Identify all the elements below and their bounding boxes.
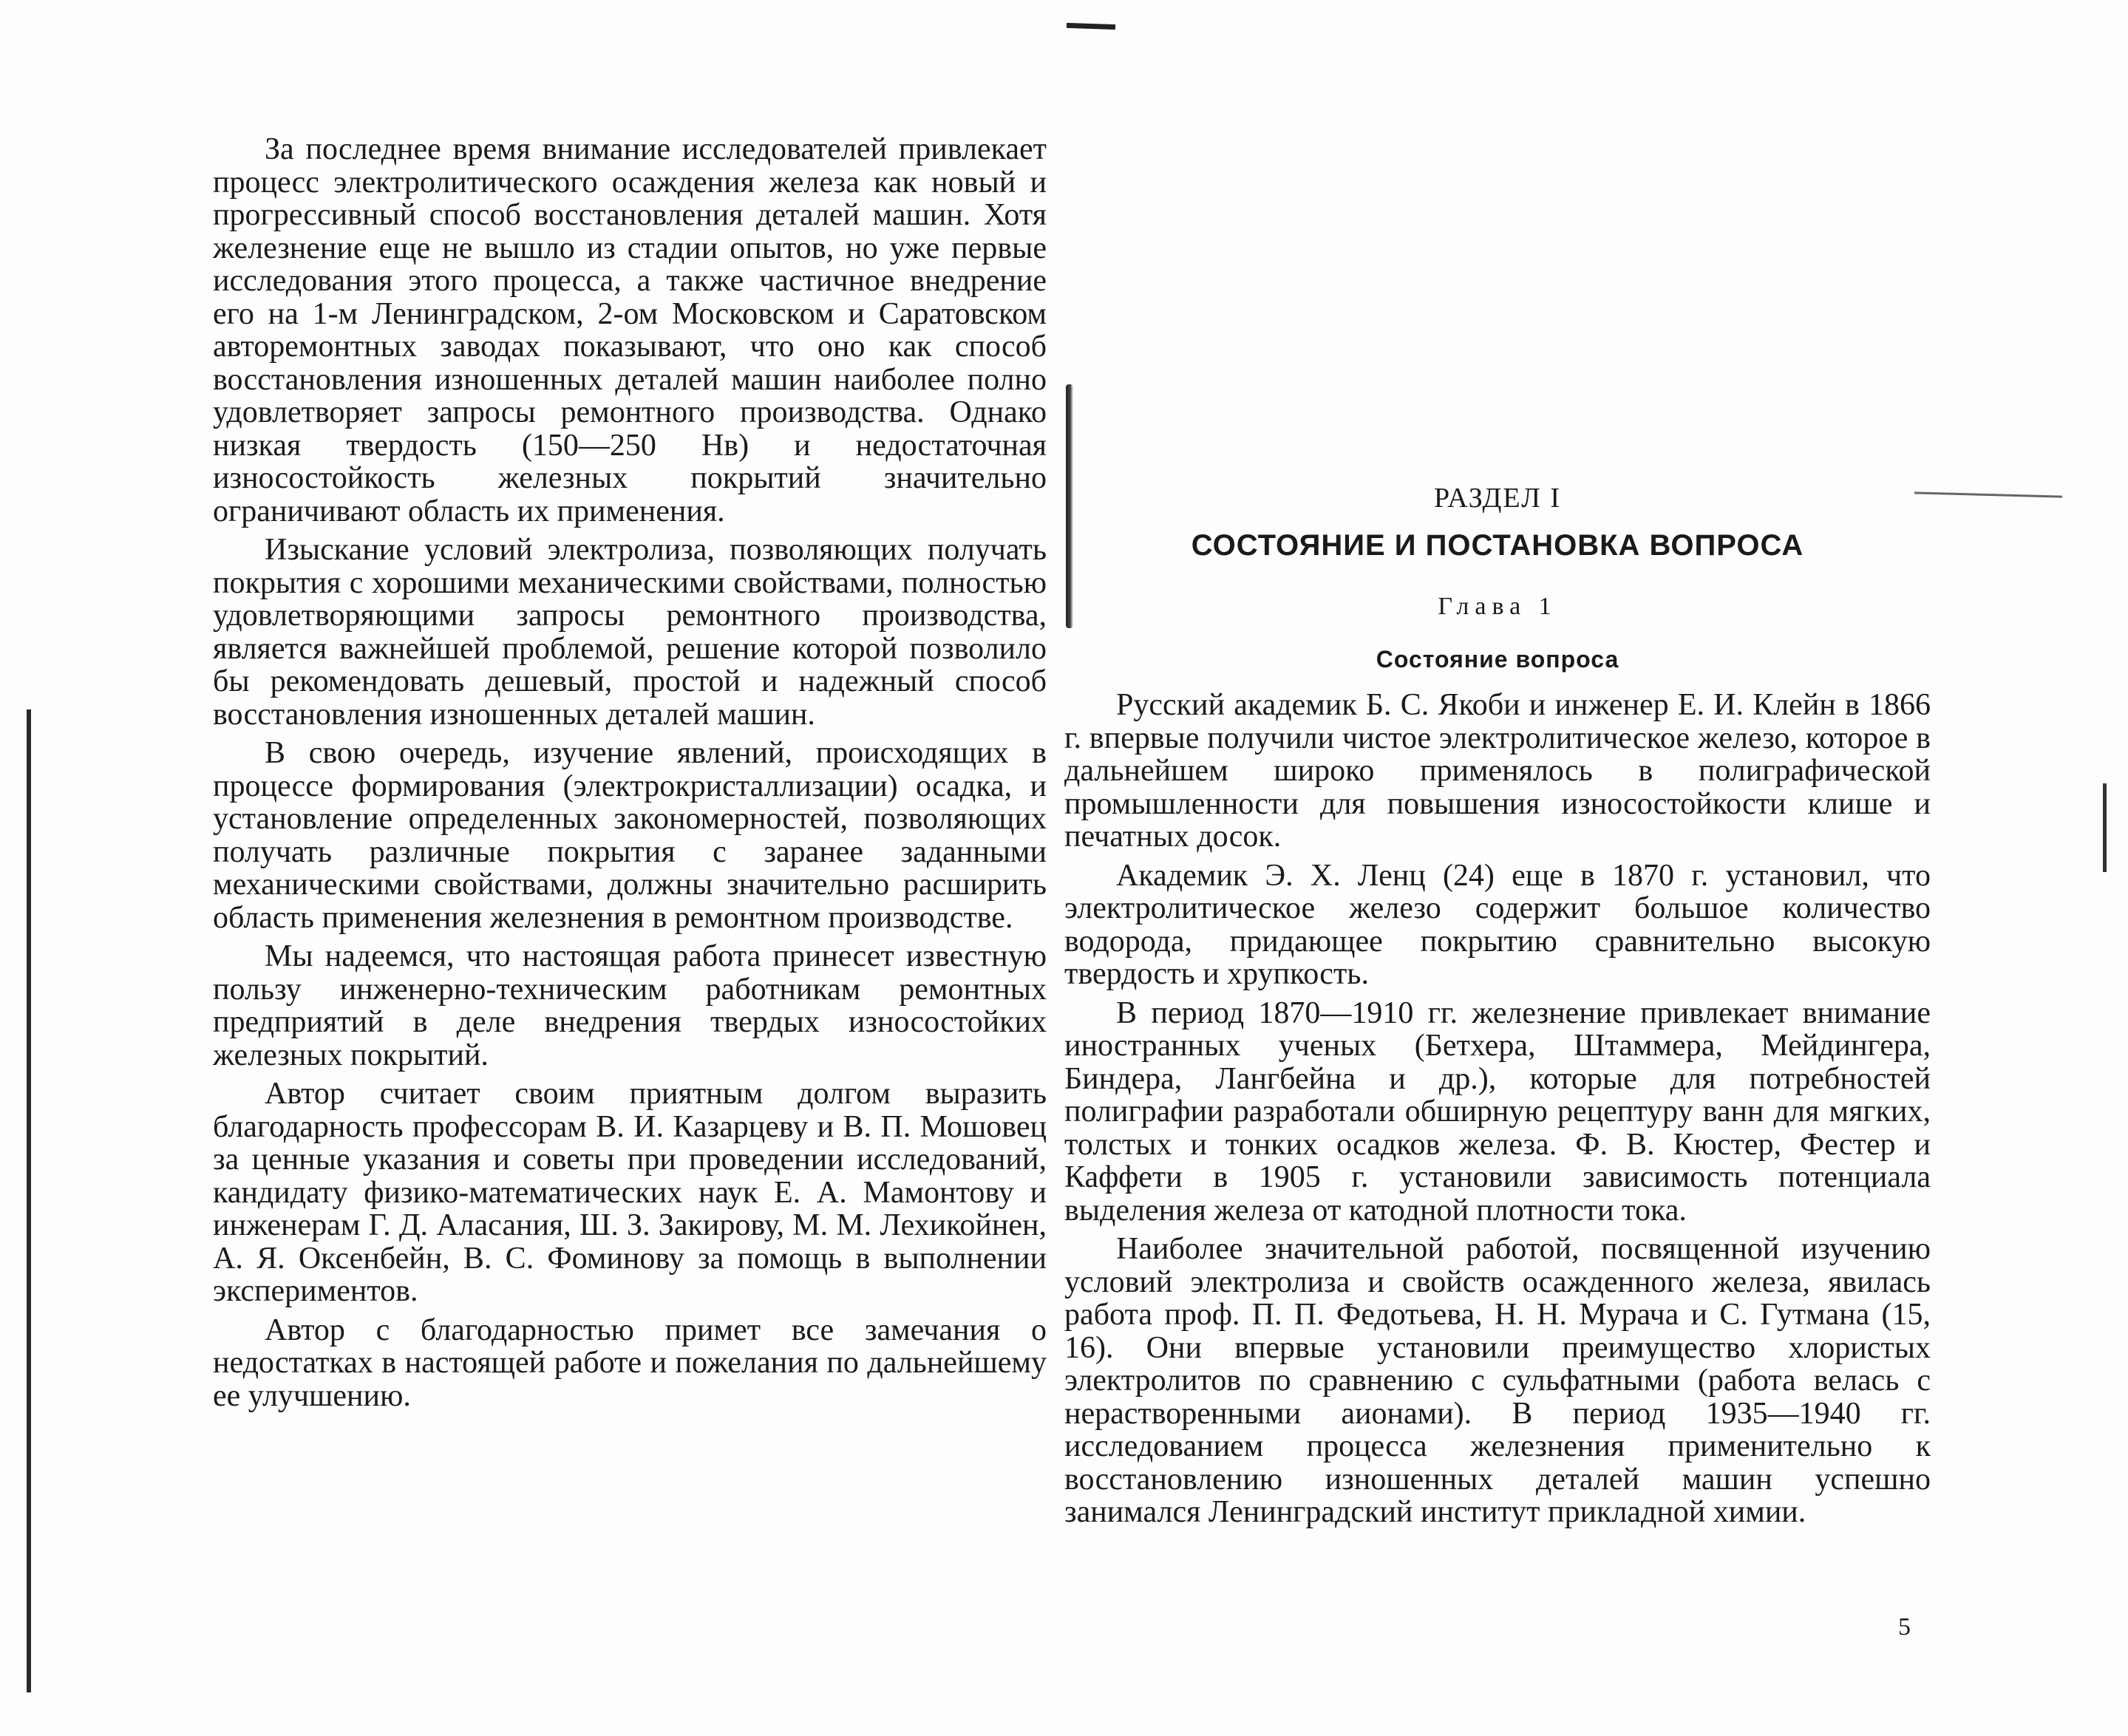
left-paragraph-1: За последнее время внимание исследователей привлекает процесс электролитического осаждения железа как новый и прогрессивный способ восстановления деталей машин. Хотя железнение еще не вышло из стадии опытов, но уже первые исследования этого процесса, а также частичное внедрение его на 1-м Ленинградском, 2-ом Московском и Саратовском авторемонтных заводах показывают, что оно как способ восстановления изношенных деталей машин наиболее полно удовлетворяет запросы ремонтного производства. Однако низкая твердость (150—250 Нв) и недостаточная износостойкость железных покрытий значительно ограничивают область их применения. <box>213 132 1047 528</box>
right-paragraph-1: Русский академик Б. С. Якоби и инженер Е. И. Клейн в 1866 г. впервые получили чистое электролитическое железо, которое в дальнейшем широко применялось в полиграфической промышленности для повышения износостойкости клише и печатных досок. <box>1064 688 1931 854</box>
left-paragraph-4: Мы надеемся, что настоящая работа принесет известную пользу инженерно-техническим работникам ремонтных предприятий в деле внедрения твердых износостойких железных покрытий. <box>213 939 1047 1072</box>
left-paragraph-3: В свою очередь, изучение явлений, происходящих в процессе формирования (электрокристаллизации) осадка, и установление определенных закономерностей, позволяющих получать различные покрытия с заранее заданными механическими свойствами, должны значительно расширить область применения железнения в ремонтном производстве. <box>213 736 1047 935</box>
section-label: РАЗДЕЛ I <box>1433 483 1562 514</box>
chapter-title: Состояние вопроса <box>1376 646 1619 673</box>
scan-edge-right <box>2103 783 2107 872</box>
scan-mark-top <box>1067 23 1115 30</box>
scan-mark-right <box>1914 491 2062 497</box>
right-paragraph-2: Академик Э. Х. Ленц (24) еще в 1870 г. установил, что электролитическое железо содержит большое количество водорода, придающее покрытию сравнительно высокую твердость и хрупкость. <box>1064 858 1931 991</box>
left-paragraph-2: Изыскание условий электролиза, позволяющих получать покрытия с хорошими механическими свойствами, полностью удовлетворяющими запросы ремонтного производства, является важнейшей проблемой, решение которой позволило бы рекомендовать дешевый, простой и надежный способ восстановления изношенных деталей машин. <box>213 533 1047 732</box>
left-paragraph-6: Автор с благодарностью примет все замечания о недостатках в настоящей работе и пожелания по дальнейшему ее улучшению. <box>213 1313 1047 1413</box>
chapter-label: Глава 1 <box>1438 593 1557 620</box>
right-column <box>1064 689 1931 1535</box>
right-paragraph-4: Наиболее значительной работой, посвященной изучению условий электролиза и свойств осажденного железа, явилась работа проф. П. П. Федотьева, Н. Н. Мурача и С. Гутмана (15, 16). Они впервые установили преимущество хлористых электролитов по сравнению с сульфатными (работа велась с нерастворенными аионами). В период 1935—1940 гг. исследованием процесса железнения применительно к восстановлению изношенных деталей машин успешно занимался Ленинградский институт прикладной химии. <box>1064 1232 1931 1529</box>
left-paragraph-5: Автор считает своим приятным долгом выразить благодарность профессорам В. И. Казарцеву и В. П. Мошовец за ценные указания и советы при проведении исследований, кандидату физико-математических наук Е. А. Мамонтову и инженерам Г. Д. Аласания, Ш. З. Закирову, М. М. Лехикойнен, А. Я. Оксенбейн, В. С. Фоминову за помощь в выполнении экспериментов. <box>213 1077 1047 1308</box>
section-title: СОСТОЯНИЕ И ПОСТАНОВКА ВОПРОСА <box>1191 529 1804 562</box>
scan-edge-left <box>27 709 31 1692</box>
right-paragraph-3: В период 1870—1910 гг. железнение привлекает внимание иностранных ученых (Бетхера, Штаммера, Мейдингера, Биндера, Лангбейна и др.), которые для потребностей полиграфии разработали обширную рецептуру ванн для мягких, толстых и тонких осадков железа. Ф. В. Кюстер, Фестер и Каффети в 1905 г. установили зависимость потенциала выделения железа от катодной плотности тока. <box>1064 995 1931 1228</box>
left-column <box>213 133 1047 1418</box>
page-number: 5 <box>1898 1613 1911 1641</box>
